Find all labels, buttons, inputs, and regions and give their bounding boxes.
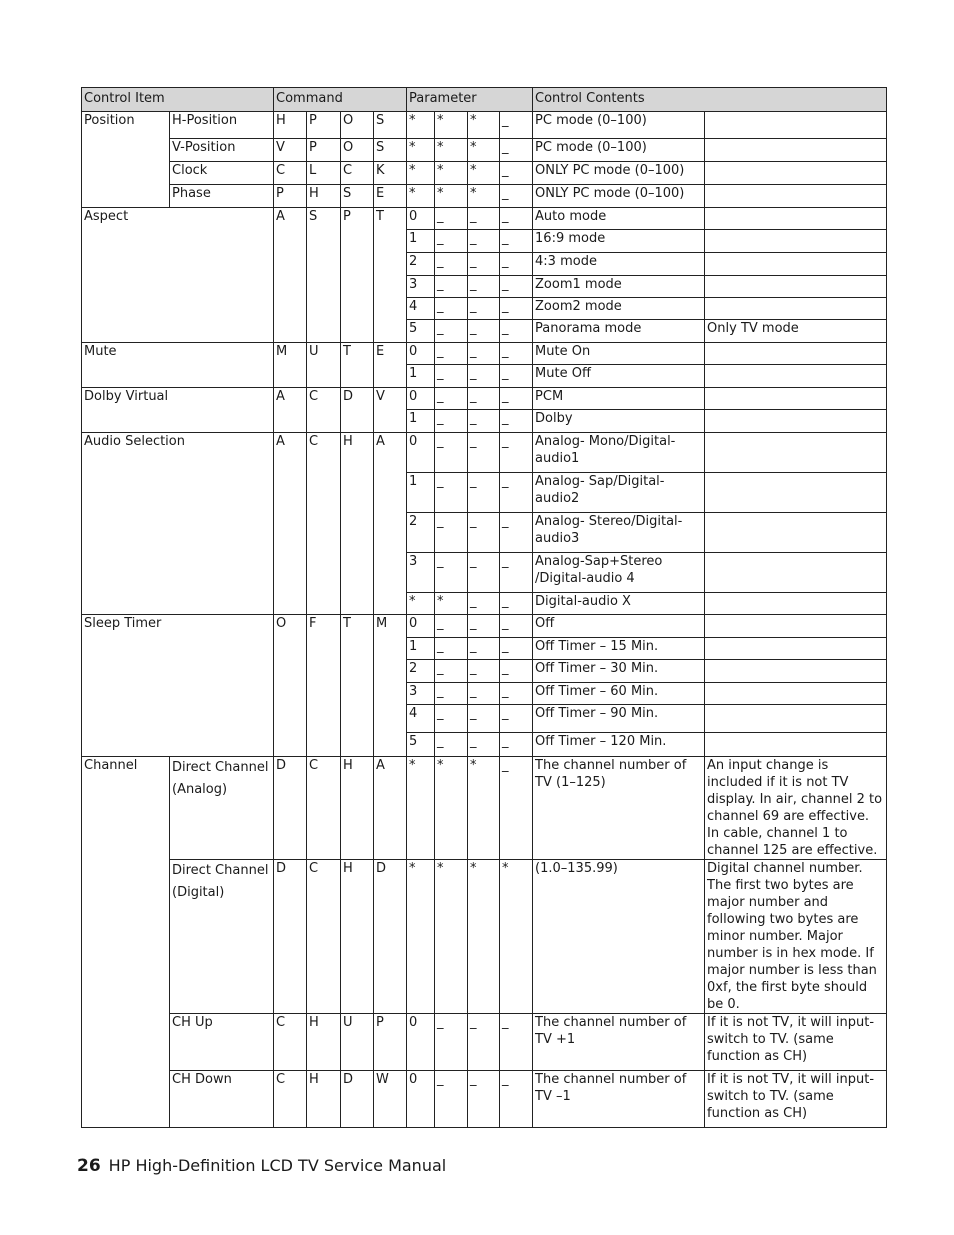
parameter-char: _ (435, 433, 468, 473)
command-char: H (274, 112, 307, 139)
header-control-contents: Control Contents (533, 88, 887, 112)
parameter-char: _ (500, 185, 533, 208)
notes-cell (705, 276, 887, 298)
notes-cell (705, 230, 887, 253)
table-row (82, 343, 887, 365)
notes-cell: If it is not TV, it will input-switch to TV. (same function as CH) (705, 1071, 887, 1128)
parameter-char: * (468, 139, 500, 162)
parameter-char: _ (435, 298, 468, 320)
parameter-char: _ (500, 230, 533, 253)
table-row (82, 860, 887, 1014)
command-char: S (341, 185, 374, 208)
parameter-char: _ (500, 276, 533, 298)
parameter-char: _ (500, 139, 533, 162)
parameter-char: _ (435, 208, 468, 230)
command-char: W (374, 1071, 407, 1128)
parameter-char: _ (500, 638, 533, 660)
parameter-char: _ (500, 553, 533, 593)
command-char: S (307, 208, 341, 343)
command-char: D (274, 757, 307, 860)
parameter-char: _ (468, 276, 500, 298)
notes-cell (705, 433, 887, 473)
command-char: A (274, 208, 307, 343)
command-char: C (274, 162, 307, 185)
parameter-char: * (407, 139, 435, 162)
table-row (82, 757, 887, 860)
group-label-dolby: Dolby Virtual (82, 388, 274, 433)
parameter-char: _ (468, 705, 500, 733)
command-char: V (374, 388, 407, 433)
table-row (82, 1014, 887, 1071)
notes-cell (705, 638, 887, 660)
sub-item-label: Clock (170, 162, 274, 185)
parameter-char: _ (468, 473, 500, 513)
parameter-char: _ (435, 253, 468, 276)
group-label-channel: Channel (82, 757, 170, 1128)
parameter-char: _ (435, 638, 468, 660)
parameter-char: _ (468, 660, 500, 683)
table-row (82, 162, 887, 185)
notes-cell (705, 388, 887, 410)
parameter-char: _ (500, 683, 533, 705)
control-contents-cell: Panorama mode (533, 320, 705, 343)
parameter-char: _ (500, 733, 533, 757)
parameter-char: * (407, 112, 435, 139)
manual-title: HP High-Definition LCD TV Service Manual (108, 1156, 447, 1175)
parameter-char: _ (435, 683, 468, 705)
parameter-char: _ (435, 365, 468, 388)
parameter-char: * (435, 860, 468, 1014)
parameter-char: _ (435, 388, 468, 410)
control-contents-cell: ONLY PC mode (0–100) (533, 162, 705, 185)
command-char: O (274, 615, 307, 757)
parameter-char: 0 (407, 1071, 435, 1128)
command-char: T (374, 208, 407, 343)
parameter-char: _ (468, 433, 500, 473)
control-contents-cell: Off Timer – 90 Min. (533, 705, 705, 733)
notes-cell (705, 410, 887, 433)
control-contents-cell: Off Timer – 30 Min. (533, 660, 705, 683)
parameter-char: _ (500, 660, 533, 683)
command-char: L (307, 162, 341, 185)
control-contents-cell: Analog-Sap+Stereo /Digital-audio 4 (533, 553, 705, 593)
notes-cell: Only TV mode (705, 320, 887, 343)
command-char: C (307, 433, 341, 615)
table-row (82, 208, 887, 230)
notes-cell (705, 615, 887, 638)
command-char: C (307, 757, 341, 860)
parameter-char: 3 (407, 553, 435, 593)
parameter-char: 2 (407, 660, 435, 683)
table-header-row (82, 88, 887, 112)
notes-cell: An input change is included if it is not TV display. In air, channel 2 to channel 69 are effective. In cable, channel 1 to channel 125 are effective. (705, 757, 887, 860)
notes-cell (705, 162, 887, 185)
table-row (82, 185, 887, 208)
parameter-char: _ (435, 1071, 468, 1128)
page-number: 26 (77, 1156, 101, 1176)
parameter-char: 0 (407, 388, 435, 410)
parameter-char: * (500, 860, 533, 1014)
parameter-char: _ (500, 388, 533, 410)
table-row (82, 615, 887, 638)
sub-item-label: Phase (170, 185, 274, 208)
parameter-char: _ (435, 343, 468, 365)
command-char: U (341, 1014, 374, 1071)
control-contents-cell: Zoom1 mode (533, 276, 705, 298)
command-char: C (307, 860, 341, 1014)
parameter-char: _ (500, 298, 533, 320)
command-char: S (374, 112, 407, 139)
notes-cell (705, 705, 887, 733)
notes-cell (705, 473, 887, 513)
parameter-char: _ (468, 1071, 500, 1128)
parameter-char: _ (435, 276, 468, 298)
notes-cell (705, 298, 887, 320)
parameter-char: * (407, 593, 435, 615)
parameter-char: 0 (407, 343, 435, 365)
parameter-char: * (468, 757, 500, 860)
command-char: O (341, 139, 374, 162)
notes-cell (705, 253, 887, 276)
control-contents-cell: 4:3 mode (533, 253, 705, 276)
parameter-char: _ (500, 513, 533, 553)
notes-cell (705, 185, 887, 208)
command-char: C (341, 162, 374, 185)
command-char: S (374, 139, 407, 162)
notes-cell (705, 553, 887, 593)
parameter-char: _ (435, 553, 468, 593)
control-contents-cell: 16:9 mode (533, 230, 705, 253)
parameter-char: 0 (407, 208, 435, 230)
table-row (82, 388, 887, 410)
parameter-char: _ (500, 162, 533, 185)
parameter-char: 1 (407, 410, 435, 433)
command-char: H (341, 860, 374, 1014)
parameter-char: _ (500, 473, 533, 513)
notes-cell (705, 513, 887, 553)
parameter-char: _ (500, 253, 533, 276)
parameter-char: _ (500, 433, 533, 473)
header-parameter: Parameter (407, 88, 533, 112)
parameter-char: _ (435, 410, 468, 433)
control-contents-cell: The channel number of TV +1 (533, 1014, 705, 1071)
notes-cell (705, 733, 887, 757)
parameter-char: _ (500, 112, 533, 139)
command-char: H (341, 757, 374, 860)
parameter-char: _ (500, 208, 533, 230)
parameter-char: * (435, 185, 468, 208)
parameter-char: _ (435, 230, 468, 253)
command-char: T (341, 343, 374, 388)
parameter-char: _ (500, 365, 533, 388)
header-command: Command (274, 88, 407, 112)
parameter-char: 3 (407, 276, 435, 298)
parameter-char: * (468, 162, 500, 185)
parameter-char: 1 (407, 638, 435, 660)
parameter-char: 2 (407, 513, 435, 553)
sub-item-label: H-Position (170, 112, 274, 139)
command-char: O (341, 112, 374, 139)
command-char: E (374, 185, 407, 208)
command-char: U (307, 343, 341, 388)
command-char: P (307, 112, 341, 139)
control-contents-cell: Analog- Mono/Digital-audio1 (533, 433, 705, 473)
command-char: H (307, 185, 341, 208)
command-char: D (341, 388, 374, 433)
parameter-char: _ (500, 343, 533, 365)
control-contents-cell: Analog- Sap/Digital-audio2 (533, 473, 705, 513)
sub-item-label: Direct Channel (Digital) (170, 860, 274, 1014)
notes-cell (705, 365, 887, 388)
command-char: D (341, 1071, 374, 1128)
command-table (81, 87, 887, 1128)
parameter-char: _ (500, 593, 533, 615)
parameter-char: * (435, 162, 468, 185)
control-contents-cell: PC mode (0–100) (533, 139, 705, 162)
parameter-char: _ (468, 615, 500, 638)
command-char: T (341, 615, 374, 757)
command-char: D (374, 860, 407, 1014)
command-char: A (374, 757, 407, 860)
parameter-char: _ (468, 388, 500, 410)
control-contents-cell: Off (533, 615, 705, 638)
parameter-char: * (435, 139, 468, 162)
command-char: A (374, 433, 407, 615)
parameter-char: * (407, 162, 435, 185)
parameter-char: 1 (407, 365, 435, 388)
parameter-char: _ (500, 1014, 533, 1071)
parameter-char: 0 (407, 615, 435, 638)
notes-cell: If it is not TV, it will input-switch to TV. (same function as CH) (705, 1014, 887, 1071)
command-char: P (374, 1014, 407, 1071)
parameter-char: _ (500, 615, 533, 638)
notes-cell: Digital channel number. The first two bytes are major number and following two bytes are minor number. Major number is in hex mode. If major number is less than 0xf, the first byte should be 0. (705, 860, 887, 1014)
parameter-char: _ (468, 733, 500, 757)
control-contents-cell: Mute Off (533, 365, 705, 388)
parameter-char: 4 (407, 705, 435, 733)
notes-cell (705, 683, 887, 705)
sub-item-label: Direct Channel (Analog) (170, 757, 274, 860)
parameter-char: 0 (407, 1014, 435, 1071)
command-char: P (274, 185, 307, 208)
command-char: F (307, 615, 341, 757)
notes-cell (705, 112, 887, 139)
control-contents-cell: The channel number of TV (1–125) (533, 757, 705, 860)
parameter-char: * (407, 185, 435, 208)
parameter-char: _ (468, 553, 500, 593)
parameter-char: _ (435, 733, 468, 757)
command-char: D (274, 860, 307, 1014)
control-contents-cell: Mute On (533, 343, 705, 365)
command-char: V (274, 139, 307, 162)
parameter-char: * (468, 112, 500, 139)
command-char: H (307, 1014, 341, 1071)
control-contents-cell: The channel number of TV –1 (533, 1071, 705, 1128)
control-contents-cell: (1.0–135.99) (533, 860, 705, 1014)
control-contents-cell: Off Timer – 60 Min. (533, 683, 705, 705)
control-contents-cell: PCM (533, 388, 705, 410)
command-char: C (274, 1071, 307, 1128)
parameter-char: _ (468, 208, 500, 230)
parameter-char: 5 (407, 320, 435, 343)
parameter-char: _ (500, 320, 533, 343)
parameter-char: _ (468, 298, 500, 320)
parameter-char: _ (435, 473, 468, 513)
parameter-char: * (407, 757, 435, 860)
command-char: K (374, 162, 407, 185)
sub-item-label: CH Up (170, 1014, 274, 1071)
notes-cell (705, 593, 887, 615)
control-contents-cell: Zoom2 mode (533, 298, 705, 320)
parameter-char: _ (468, 343, 500, 365)
parameter-char: 1 (407, 230, 435, 253)
parameter-char: * (435, 593, 468, 615)
parameter-char: _ (500, 410, 533, 433)
parameter-char: _ (468, 683, 500, 705)
parameter-char: _ (468, 593, 500, 615)
command-char: A (274, 433, 307, 615)
control-contents-cell: Analog- Stereo/Digital-audio3 (533, 513, 705, 553)
command-char: C (274, 1014, 307, 1071)
control-contents-cell: Auto mode (533, 208, 705, 230)
command-char: E (374, 343, 407, 388)
command-char: C (307, 388, 341, 433)
command-char: A (274, 388, 307, 433)
group-label-audio: Audio Selection (82, 433, 274, 615)
parameter-char: _ (468, 230, 500, 253)
parameter-char: _ (500, 705, 533, 733)
parameter-char: _ (468, 253, 500, 276)
parameter-char: _ (468, 1014, 500, 1071)
command-char: M (374, 615, 407, 757)
parameter-char: 0 (407, 433, 435, 473)
table-row (82, 139, 887, 162)
parameter-char: _ (468, 638, 500, 660)
parameter-char: _ (468, 513, 500, 553)
parameter-char: 3 (407, 683, 435, 705)
control-contents-cell: Off Timer – 120 Min. (533, 733, 705, 757)
group-label-sleep: Sleep Timer (82, 615, 274, 757)
parameter-char: 5 (407, 733, 435, 757)
page-footer (77, 1156, 446, 1176)
group-label-aspect: Aspect (82, 208, 274, 343)
table-row (82, 433, 887, 473)
command-char: H (307, 1071, 341, 1128)
notes-cell (705, 208, 887, 230)
sub-item-label: V-Position (170, 139, 274, 162)
parameter-char: _ (435, 513, 468, 553)
group-label-position: Position (82, 112, 170, 208)
control-contents-cell: ONLY PC mode (0–100) (533, 185, 705, 208)
parameter-char: 4 (407, 298, 435, 320)
table-row (82, 1071, 887, 1128)
parameter-char: _ (435, 660, 468, 683)
header-control-item: Control Item (82, 88, 274, 112)
parameter-char: * (435, 757, 468, 860)
sub-item-label: CH Down (170, 1071, 274, 1128)
parameter-char: * (407, 860, 435, 1014)
parameter-char: _ (435, 1014, 468, 1071)
parameter-char: _ (435, 705, 468, 733)
command-char: P (307, 139, 341, 162)
notes-cell (705, 660, 887, 683)
control-contents-cell: Digital-audio X (533, 593, 705, 615)
parameter-char: * (435, 112, 468, 139)
parameter-char: 1 (407, 473, 435, 513)
command-char: H (341, 433, 374, 615)
parameter-char: _ (468, 320, 500, 343)
notes-cell (705, 139, 887, 162)
control-contents-cell: Off Timer – 15 Min. (533, 638, 705, 660)
parameter-char: * (468, 860, 500, 1014)
parameter-char: _ (468, 365, 500, 388)
control-contents-cell: PC mode (0–100) (533, 112, 705, 139)
parameter-char: _ (435, 615, 468, 638)
parameter-char: 2 (407, 253, 435, 276)
command-char: P (341, 208, 374, 343)
parameter-char: _ (435, 320, 468, 343)
parameter-char: _ (500, 757, 533, 860)
parameter-char: _ (500, 1071, 533, 1128)
notes-cell (705, 343, 887, 365)
control-contents-cell: Dolby (533, 410, 705, 433)
group-label-mute: Mute (82, 343, 274, 388)
parameter-char: * (468, 185, 500, 208)
table-row (82, 112, 887, 139)
command-char: M (274, 343, 307, 388)
parameter-char: _ (468, 410, 500, 433)
